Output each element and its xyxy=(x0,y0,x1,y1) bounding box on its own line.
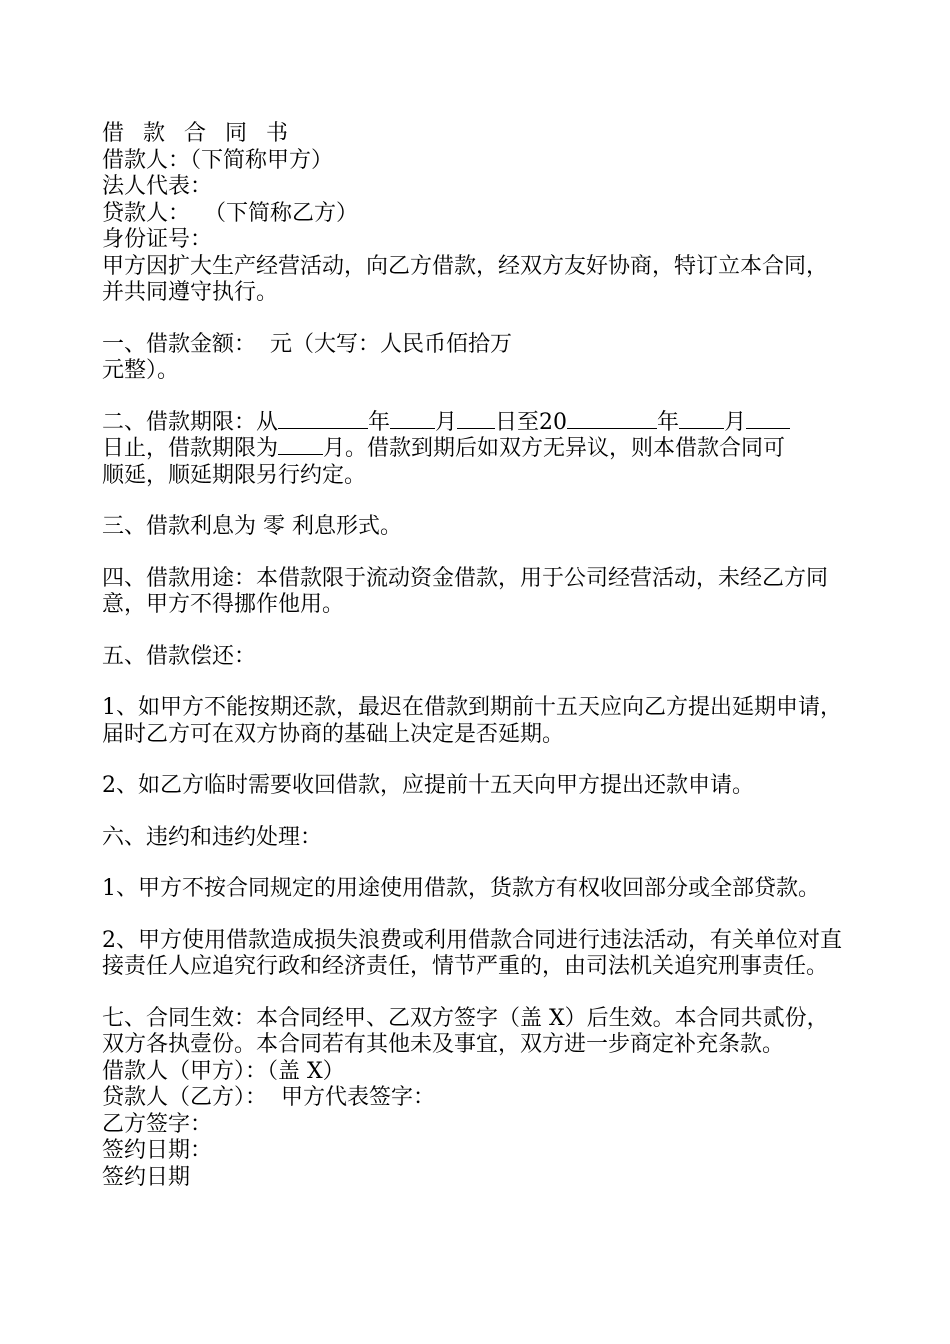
blank-field[interactable] xyxy=(746,410,790,429)
breach-clause-1: 1、甲方不按合同规定的用途使用借款，货款方有权收回部分或全部贷款。 xyxy=(102,876,820,901)
breach-heading: 六、违约和违约处理： xyxy=(102,824,323,850)
term-line-1 xyxy=(102,410,852,437)
year-label: 年 xyxy=(657,409,680,435)
repayment-clause-1: 1、如甲方不能按期还款，最迟在借款到期前十五天应向乙方提出延期申请， 届时乙方可在双方协商的基础上决定是否延期。 xyxy=(102,695,842,747)
contract-body xyxy=(102,121,852,1191)
sign-date-2: 签约日期 xyxy=(102,1164,191,1190)
repayment-clause-2: 2、如乙方临时需要收回借款，应提前十五天向甲方提出还款申请。 xyxy=(102,773,754,798)
blank-field[interactable] xyxy=(278,410,368,429)
term-line-2 xyxy=(102,436,852,463)
effect-paragraph: 七、合同生效：本合同经甲、乙双方签字（盖 X）后生效。本合同共贰份， 双方各执壹份。本合同若有其他未及事宜，双方进一步商定补充条款。 xyxy=(102,1005,829,1057)
blank-field[interactable] xyxy=(679,410,724,429)
signature-block xyxy=(102,1059,852,1192)
repayment-heading: 五、借款偿还： xyxy=(102,643,257,669)
term-period-label: 日止，借款期限为 xyxy=(102,436,279,461)
term-from-label: 二、借款期限：从 xyxy=(102,409,279,435)
breach-clause-2: 2、甲方使用借款造成损失浪费或利用借款合同进行违法活动，有关单位对直接责任人应追究行政和经济责任，情节严重的，由司法机关追究刑事责任。 xyxy=(102,927,842,979)
month-label: 月 xyxy=(435,409,458,435)
year-label: 年 xyxy=(368,409,391,435)
borrower-signature: 借款人（甲方）：（盖 X） xyxy=(102,1058,345,1084)
term-text: 月。借款到期后如双方无异议，则本借款合同可 xyxy=(323,436,786,461)
section-amount xyxy=(102,332,852,385)
month-label: 月 xyxy=(724,409,747,435)
party-b-signature: 乙方签字： xyxy=(102,1111,213,1137)
blank-field[interactable] xyxy=(567,410,657,429)
legal-rep-line: 法人代表： xyxy=(102,174,213,199)
lender-signature: 贷款人（乙方）： 甲方代表签字： xyxy=(102,1085,435,1110)
interest-paragraph: 三、借款利息为 零 利息形式。 xyxy=(102,514,402,539)
term-line-3: 顺延，顺延期限另行约定。 xyxy=(102,462,367,488)
lender-line: 贷款人： （下简称乙方） xyxy=(102,200,358,226)
id-number-line: 身份证号： xyxy=(102,227,213,252)
section-term xyxy=(102,410,852,490)
amount-line-2: 元整）。 xyxy=(102,358,180,383)
usage-paragraph: 四、借款用途：本借款限于流动资金借款，用于公司经营活动，未经乙方同 意，甲方不得挪作他用。 xyxy=(102,565,829,617)
intro-paragraph: 甲方因扩大生产经营活动，向乙方借款，经双方友好协商，特订立本合同， 并共同遵守执行。 xyxy=(102,253,829,305)
blank-field[interactable] xyxy=(390,410,435,429)
day-to-label: 日至20 xyxy=(495,409,568,435)
document-title: 借 款 合 同 书 xyxy=(102,121,294,146)
amount-line-1: 一、借款金额： 元（大写：人民币佰拾万 xyxy=(102,331,512,357)
borrower-line: 借款人：（下简称甲方） xyxy=(102,147,334,173)
blank-field[interactable] xyxy=(457,410,495,429)
sign-date-1: 签约日期： xyxy=(102,1138,213,1163)
blank-field[interactable] xyxy=(278,436,323,455)
